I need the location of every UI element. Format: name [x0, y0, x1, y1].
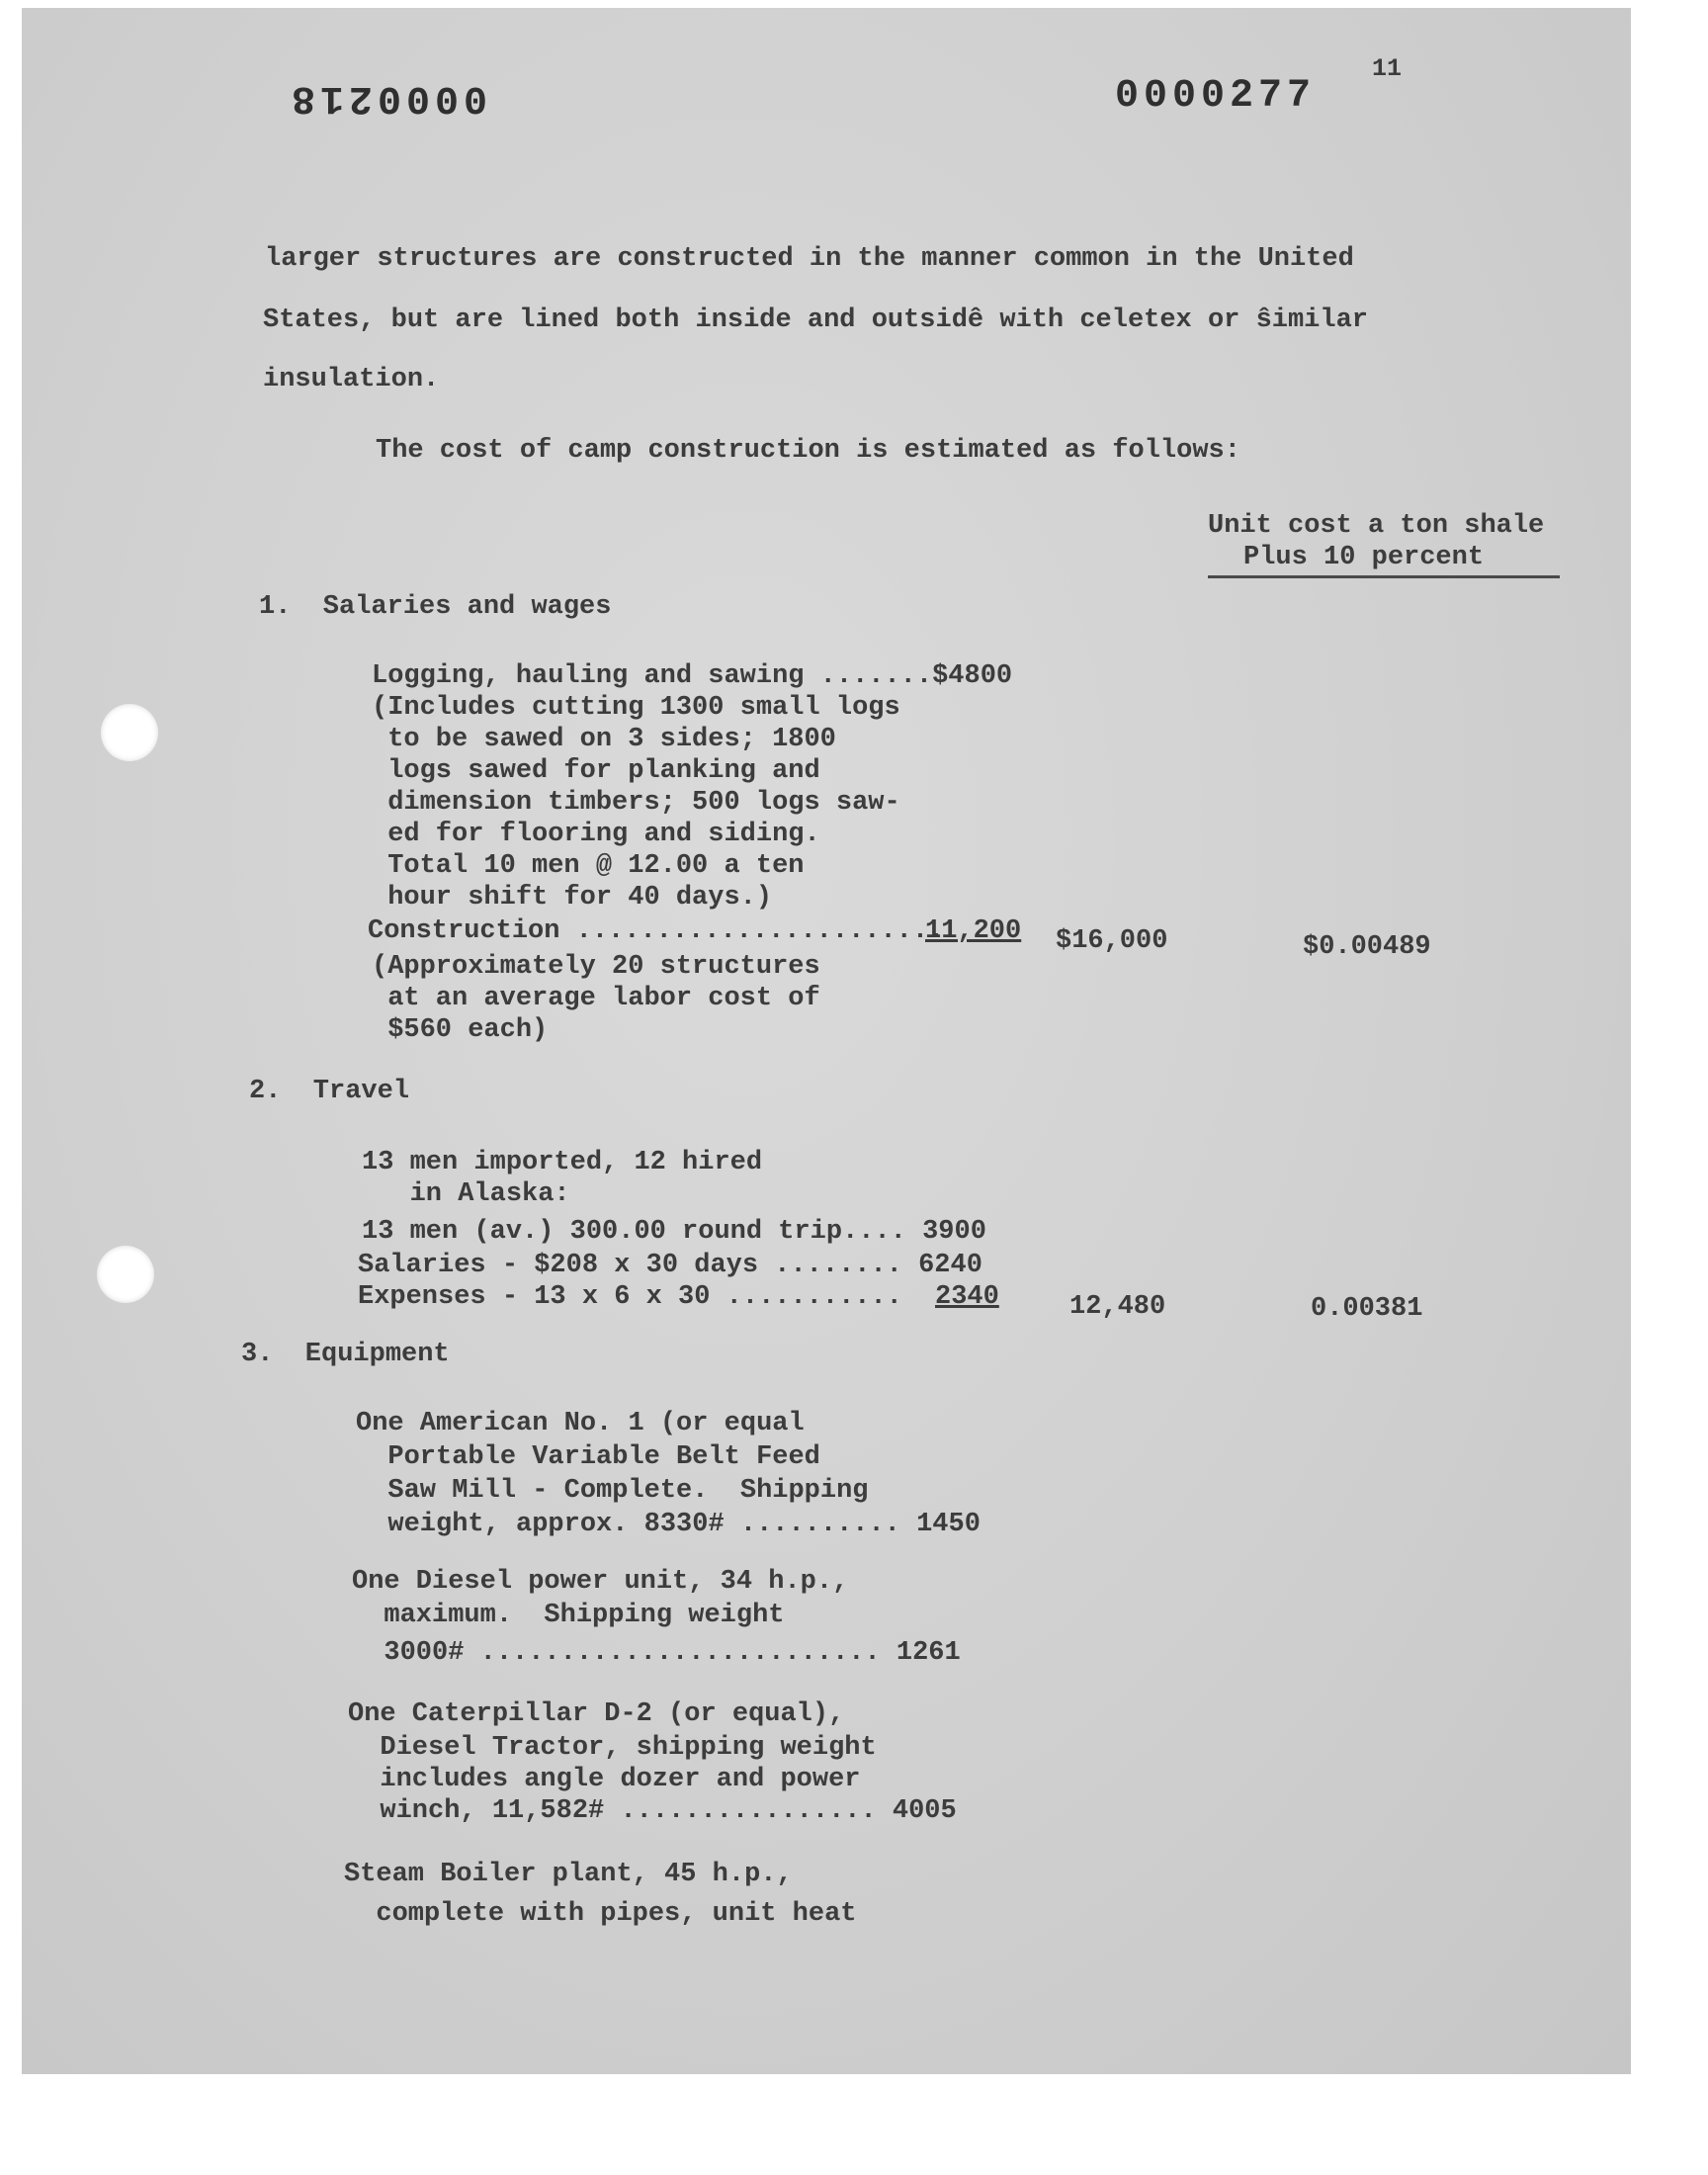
intro-line-2: States, but are lined both inside and outsidê with celetex or ŝimilar	[263, 305, 1368, 335]
equipment-4-line-1: Steam Boiler plant, 45 h.p.,	[344, 1860, 793, 1889]
equipment-3-line-1: One Caterpillar D-2 (or equal),	[348, 1699, 845, 1729]
punch-hole-top	[101, 704, 158, 761]
section-1-unit-cost: $0.00489	[1303, 932, 1431, 962]
logging-note-1: (Includes cutting 1300 small logs	[372, 693, 900, 723]
travel-line-3: 13 men (av.) 300.00 round trip.... 3900	[362, 1217, 986, 1247]
doc-code-left: 0000218	[287, 75, 488, 120]
construction-note-1: (Approximately 20 structures	[372, 952, 820, 982]
expenses-value: 2340	[935, 1282, 999, 1312]
equipment-3-line-3: includes angle dozer and power	[348, 1765, 861, 1794]
equipment-2-line-1: One Diesel power unit, 34 h.p.,	[352, 1567, 849, 1597]
equipment-3-line-4: winch, 11,582# ................ 4005	[348, 1796, 957, 1826]
equipment-2-line-3: 3000# ......................... 1261	[352, 1638, 961, 1668]
estimate-intro: The cost of camp construction is estimated as follows:	[376, 436, 1240, 466]
construction-label: Construction .......................	[368, 916, 945, 946]
section-2-subtotal: 12,480	[1069, 1292, 1166, 1322]
travel-line-1: 13 men imported, 12 hired	[362, 1148, 763, 1177]
column-header-line-2: Plus 10 percent	[1243, 543, 1485, 572]
intro-line-3: insulation.	[263, 365, 440, 394]
column-header-line-1: Unit cost a ton shale	[1208, 511, 1545, 541]
travel-line-2: in Alaska:	[362, 1179, 570, 1209]
logging-note-2: to be sawed on 3 sides; 1800	[372, 725, 836, 754]
section-2-title: 2. Travel	[249, 1077, 410, 1106]
construction-value: 11,200	[925, 916, 1022, 946]
equipment-4-line-2: complete with pipes, unit heat	[344, 1899, 857, 1929]
section-2-unit-cost: 0.00381	[1311, 1294, 1423, 1324]
logging-note-6: Total 10 men @ 12.00 a ten	[372, 851, 805, 881]
section-1-subtotal: $16,000	[1056, 926, 1168, 956]
equipment-3-line-2: Diesel Tractor, shipping weight	[348, 1733, 877, 1763]
logging-note-4: dimension timbers; 500 logs saw-	[372, 788, 900, 818]
section-3-title: 3. Equipment	[241, 1340, 450, 1369]
section-1-title: 1. Salaries and wages	[259, 592, 612, 622]
column-header-rule	[1208, 575, 1560, 578]
equipment-1-line-4: weight, approx. 8330# .......... 1450	[356, 1510, 981, 1539]
logging-note-3: logs sawed for planking and	[372, 756, 820, 786]
page-number: 11	[1372, 54, 1403, 83]
equipment-1-line-1: One American No. 1 (or equal	[356, 1409, 805, 1438]
logging-note-7: hour shift for 40 days.)	[372, 883, 773, 913]
intro-line-1: larger structures are constructed in the manner common in the United	[265, 244, 1354, 274]
logging-note-5: ed for flooring and siding.	[372, 820, 820, 849]
construction-note-2: at an average labor cost of	[372, 984, 820, 1013]
punch-hole-bottom	[97, 1246, 154, 1303]
travel-line-4: Salaries - $208 x 30 days ........ 6240	[358, 1251, 982, 1280]
equipment-2-line-2: maximum. Shipping weight	[352, 1601, 785, 1630]
equipment-1-line-2: Portable Variable Belt Feed	[356, 1442, 820, 1472]
expenses-label: Expenses - 13 x 6 x 30 ...........	[358, 1282, 902, 1312]
logging-line: Logging, hauling and sawing .......$4800	[372, 661, 1013, 691]
doc-code-right: 0000277	[1115, 74, 1317, 119]
equipment-1-line-3: Saw Mill - Complete. Shipping	[356, 1476, 869, 1506]
construction-note-3: $560 each)	[372, 1015, 549, 1045]
